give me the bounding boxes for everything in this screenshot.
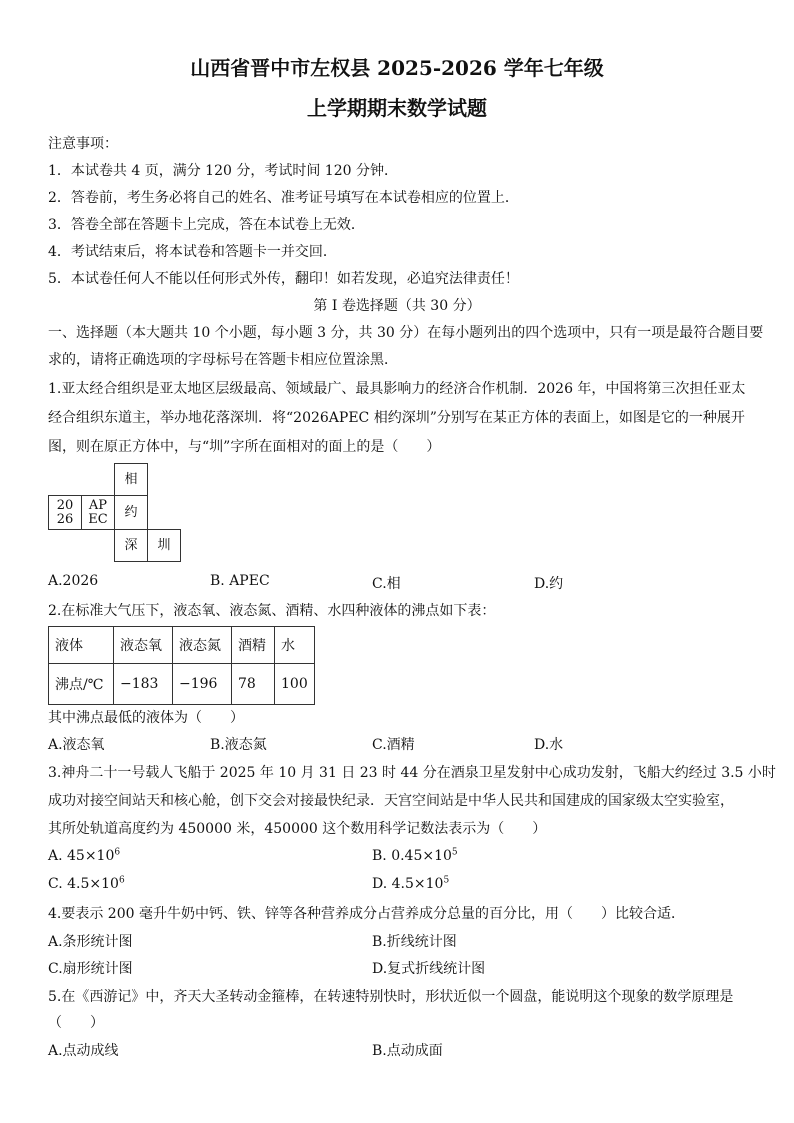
q3-option-c-exp: 6 [118, 875, 125, 886]
net-cell-2026-top: 20 [56, 497, 74, 513]
section-intro: 求的，请将正确选项的字母标号在答题卡相应位置涂黑． [48, 352, 398, 368]
note-item: 1．本试卷共 4 页，满分 120 分，考试时间 120 分钟． [48, 163, 398, 179]
q2-option-b: B.液态氮 [210, 737, 267, 753]
q3-stem: 其所处轨道高度约为 450000 米，450000 这个数用科学记数法表示为（ ） [48, 821, 547, 837]
table-cell: 液态氮 [173, 627, 232, 664]
net-cell-yue: 约 [114, 495, 148, 530]
q2-option-a: A.液态氧 [48, 737, 105, 753]
note-item: 2．答卷前，考生务必将自己的姓名、准考证号填写在本试卷相应的位置上． [48, 190, 519, 206]
exam-title-line2: 上学期期末数学试题 [307, 96, 487, 120]
q3-option-a-base: A. 45×10 [48, 848, 115, 864]
q1-option-d: D.约 [534, 576, 564, 592]
net-cell-shen: 深 [114, 529, 148, 562]
table-cell: −196 [173, 664, 232, 705]
q1-stem: 1.亚太经合组织是亚太地区层级最高、领域最广、最具影响力的经济合作机制．2026 年，中国将第三次担任亚太 [48, 381, 746, 397]
q1-option-a: A.2026 [48, 573, 99, 589]
net-cell-2026 [48, 495, 82, 530]
table-cell: 100 [275, 664, 315, 705]
net-cell-apec-top: AP [88, 497, 108, 513]
boiling-point-table [48, 626, 315, 705]
net-cell-2026-bottom: 26 [56, 511, 74, 527]
q2-question: 其中沸点最低的液体为（ ） [48, 710, 244, 726]
table-cell: −183 [114, 664, 173, 705]
q4-option-b: B.折线统计图 [372, 934, 457, 950]
q3-stem: 成功对接空间站天和核心舱，创下交会对接最快纪录．天宫空间站是中华人民共和国建成的国家级太空实验室， [48, 793, 734, 809]
q5-stem: （ ） [48, 1015, 104, 1031]
q2-option-d: D.水 [534, 737, 564, 753]
table-cell: 液体 [49, 627, 114, 664]
table-cell: 酒精 [232, 627, 275, 664]
q4-option-d: D.复式折线统计图 [372, 961, 486, 977]
net-cell-xiang: 相 [114, 463, 148, 496]
q2-option-c: C.酒精 [372, 737, 415, 753]
q5-stem: 5.在《西游记》中，齐天大圣转动金箍棒，在转速特别快时，形状近似一个圆盘，能说明这个现象的数学原理是 [48, 989, 734, 1005]
table-row [49, 664, 315, 705]
q3-option-b [372, 848, 458, 864]
net-cell-apec [81, 495, 115, 530]
q4-option-a: A.条形统计图 [48, 934, 133, 950]
q3-option-c-base: C. 4.5×10 [48, 876, 119, 892]
section-intro: 一、选择题（本大题共 10 个小题，每小题 3 分，共 30 分）在每小题列出的四个选项中，只有一项是最符合题目要 [48, 325, 764, 341]
note-item: 3．答卷全部在答题卡上完成，答在本试卷上无效． [48, 217, 365, 233]
table-row [49, 627, 315, 664]
note-item: 4．考试结束后，将本试卷和答题卡一并交回． [48, 244, 337, 260]
q4-option-c: C.扇形统计图 [48, 961, 133, 977]
table-cell: 水 [275, 627, 315, 664]
net-cell-apec-bottom: EC [88, 511, 108, 527]
table-cell: 78 [232, 664, 275, 705]
table-cell: 液态氧 [114, 627, 173, 664]
q3-stem: 3.神舟二十一号载人飞船于 2025 年 10 月 31 日 23 时 44 分在酒泉卫星发射中心成功发射，飞船大约经过 3.5 小时 [48, 765, 776, 781]
q3-option-d-exp: 5 [443, 875, 450, 886]
notes-heading: 注意事项： [48, 136, 118, 152]
q3-option-d [372, 876, 449, 892]
q3-option-d-base: D. 4.5×10 [372, 876, 444, 892]
cube-net-diagram [48, 463, 188, 563]
exam-title-line1: 山西省晋中市左权县 2025-2026 学年七年级 [190, 56, 604, 80]
q3-option-a-exp: 6 [114, 847, 121, 858]
q5-option-a: A.点动成线 [48, 1043, 119, 1059]
q3-option-c [48, 876, 125, 892]
q2-stem: 2.在标准大气压下，液态氧、液态氮、酒精、水四种液体的沸点如下表： [48, 603, 496, 619]
q1-stem: 经合组织东道主，举办地花落深圳．将“2026APEC 相约深圳”分别写在某正方体的表面上，如图是它的一种展开 [48, 410, 745, 426]
table-cell: 沸点/℃ [49, 664, 114, 705]
note-item: 5．本试卷任何人不能以任何形式外传，翻印！如若发现，必追究法律责任！ [48, 271, 519, 287]
net-cell-zhen: 圳 [147, 529, 181, 562]
q1-stem: 图，则在原正方体中，与“圳”字所在面相对的面上的是（ ） [48, 439, 441, 455]
q1-option-c: C.相 [372, 576, 401, 592]
section-title: 第 I 卷选择题（共 30 分） [313, 298, 481, 314]
q3-option-a [48, 848, 120, 864]
q4-stem: 4.要表示 200 毫升牛奶中钙、铁、锌等各种营养成分占营养成分总量的百分比，用（ ）比较合适． [48, 906, 685, 922]
q3-option-b-exp: 5 [451, 847, 458, 858]
q5-option-b: B.点动成面 [372, 1043, 443, 1059]
q3-option-b-base: B. 0.45×10 [372, 848, 452, 864]
q1-option-b: B. APEC [210, 573, 270, 589]
